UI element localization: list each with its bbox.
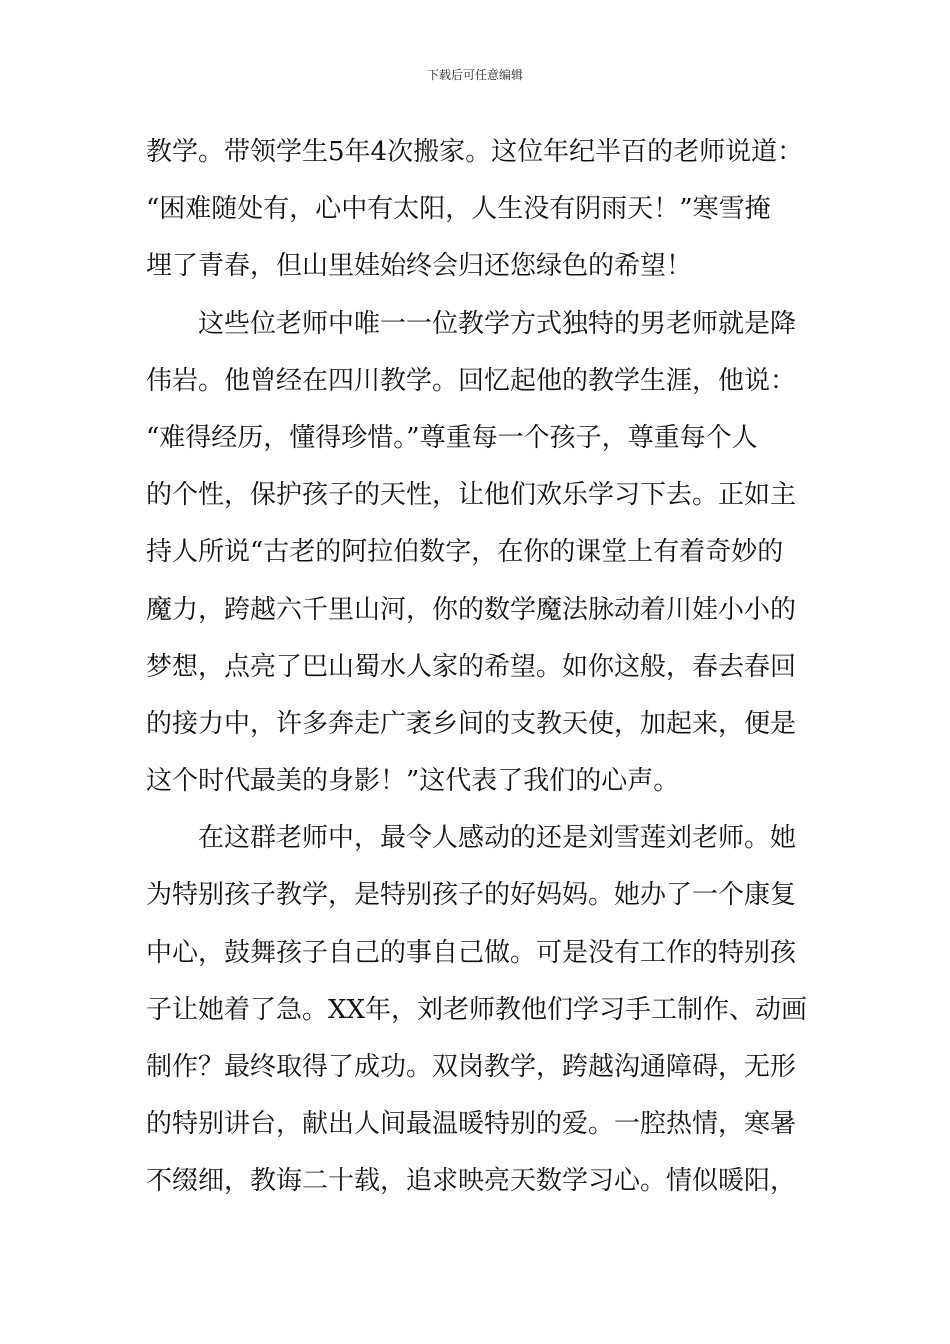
text-line: 子让她着了急。XX年，刘老师教他们学习手工制作、动画	[146, 994, 808, 1025]
text-line: 中心，鼓舞孩子自己的事自己做。可是没有工作的特别孩	[146, 937, 797, 968]
text-line: 制作？最终取得了成功。双岗教学，跨越沟通障碍，无形	[146, 1052, 797, 1082]
text-line: “困难随处有，心中有太阳，人生没有阴雨天！”寒雪掩	[146, 194, 771, 225]
text-line: “难得经历，懂得珍惜。”尊重每一个孩子，尊重每个人	[146, 422, 758, 453]
text-line: 的个性，保护孩子的天性，让他们欢乐学习下去。正如主	[146, 480, 797, 511]
text-line: 为特别孩子教学，是特别孩子的好妈妈。她办了一个康复	[146, 880, 797, 911]
paragraph-first-line: 在这群老师中，最令人感动的还是刘雪莲刘老师。她	[198, 823, 797, 854]
text-line: 的接力中，许多奔走广袤乡间的支教天使，加起来，便是	[146, 708, 797, 739]
page-header-note: 下载后可任意编辑	[426, 68, 523, 82]
text-line: 的特别讲台，献出人间最温暖特别的爱。一腔热情，寒暑	[146, 1109, 797, 1140]
paragraph-first-line: 这些位老师中唯一一位教学方式独特的男老师就是降	[198, 308, 797, 339]
text-line: 持人所说“古老的阿拉伯数字，在你的课堂上有着奇妙的	[146, 537, 784, 568]
text-line: 魔力，跨越六千里山河，你的数学魔法脉动着川娃小小的	[146, 594, 797, 625]
text-line: 梦想，点亮了巴山蜀水人家的希望。如你这般，春去春回	[146, 651, 797, 682]
text-line: 这个时代最美的身影！”这代表了我们的心声。	[146, 766, 680, 797]
document-body	[146, 124, 816, 1211]
text-line: 教学。带领学生5年4次搬家。这位年纪半百的老师说道：	[146, 137, 804, 167]
text-line: 伟岩。他曾经在四川教学。回忆起他的教学生涯，他说：	[146, 365, 797, 396]
text-line: 不缀细，教诲二十载，追求映亮天数学习心。情似暖阳，	[146, 1166, 797, 1197]
text-line: 埋了青春，但山里娃始终会归还您绿色的希望！	[146, 251, 693, 282]
